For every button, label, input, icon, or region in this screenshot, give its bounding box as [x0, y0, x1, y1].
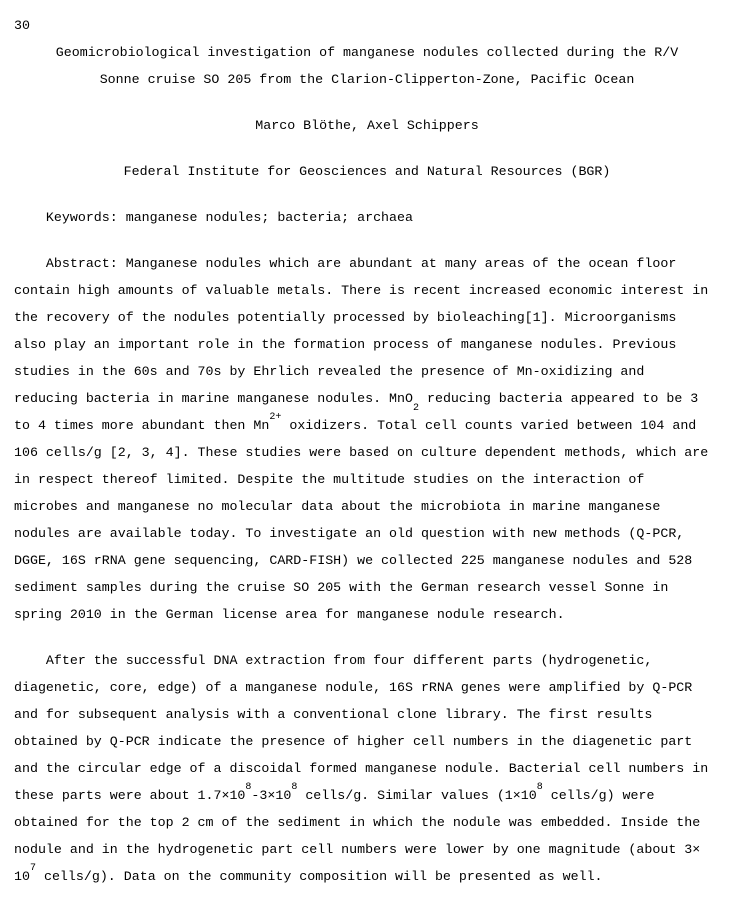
text-line: After the successful DNA extraction from four different parts (hydrogenetic, — [14, 653, 653, 668]
text-line: nodule and in the hydrogenetic part cell numbers were lower by one magnitude (about 3× — [14, 842, 701, 857]
text-line: 106 cells/g [2, 3, 4]. These studies were based on culture dependent methods, which are — [14, 445, 709, 460]
text-line: reducing bacteria in marine manganese nodules. MnO$_2$ reducing bacteria appeared to be 3 — [14, 391, 699, 414]
text-line: in respect thereof limited. Despite the multitude studies on the interaction of — [14, 472, 645, 487]
text-line: obtained by Q-PCR indicate the presence of higher cell numbers in the diagenetic part — [14, 734, 693, 749]
superscript-text: 7 — [29, 862, 36, 874]
text-line: sediment samples during the cruise SO 205 with the German research vessel Sonne in — [14, 580, 669, 595]
spacer — [14, 628, 720, 647]
text-line: studies in the 60s and 70s by Ehrlich revealed the presence of Mn-oxidizing and — [14, 364, 645, 379]
spacer — [14, 231, 720, 250]
text-line: and for subsequent analysis with a conventional clone library. The first results — [14, 707, 653, 722]
text-line: contain high amounts of valuable metals. There is recent increased economic interest in — [14, 283, 709, 298]
document-title-line-2: Sonne cruise SO 205 from the Clarion-Clipperton-Zone, Pacific Ocean — [99, 72, 635, 87]
spacer — [14, 93, 720, 112]
text-line: nodules are available today. To investigate an old question with new methods (Q-PCR, — [14, 526, 685, 541]
authors-line: Marco Blöthe, Axel Schippers — [255, 118, 479, 133]
affiliation-line: Federal Institute for Geosciences and Natural Resources (BGR) — [123, 164, 611, 179]
text-line: also play an important role in the formation process of manganese nodules. Previous — [14, 337, 677, 352]
results-paragraph — [14, 647, 720, 890]
text-line: microbes and manganese no molecular data about the microbiota in marine manganese — [14, 499, 661, 514]
text-line: the recovery of the nodules potentially processed by bioleaching[1]. Microorganisms — [14, 310, 677, 325]
page-number: 30 — [14, 18, 30, 33]
text-line: $10^7$ cells/g). Data on the community composition will be presented as well. — [14, 862, 603, 884]
text-line: spring 2010 in the German license area for manganese nodule research. — [14, 607, 565, 622]
superscript-text: 8 — [245, 781, 252, 793]
keywords-line: Keywords: manganese nodules; bacteria; archaea — [14, 210, 413, 225]
text-line: to 4 times more abundant then $Mn^{2+}$ oxidizers. Total cell counts varied between 104 and — [14, 411, 697, 433]
subscript-text: 2 — [412, 402, 419, 414]
text-line: these parts were about $1.7\times 10^8-3\times 10^8$ cells/g. Similar values ($1\times 10^8$ cells/g) were — [14, 781, 655, 803]
document-title-line-1: Geomicrobiological investigation of manganese nodules collected during the R/V — [55, 45, 679, 60]
text-line: DGGE, 16S rRNA gene sequencing, CARD-FISH) we collected 225 manganese nodules and 528 — [14, 553, 693, 568]
text-line: obtained for the top 2 cm of the sediment in which the nodule was embedded. Inside the — [14, 815, 701, 830]
text-line: Abstract: Manganese nodules which are abundant at many areas of the ocean floor — [14, 256, 677, 271]
spacer — [14, 185, 720, 204]
spacer — [14, 139, 720, 158]
text-line: and the circular edge of a discoidal formed manganese nodule. Bacterial cell numbers in — [14, 761, 709, 776]
superscript-text: 8 — [536, 781, 543, 793]
superscript-text: 2+ — [269, 411, 282, 423]
abstract-paragraph — [14, 250, 720, 628]
superscript-text: 8 — [291, 781, 298, 793]
text-line: diagenetic, core, edge) of a manganese nodule, 16S rRNA genes were amplified by Q-PCR — [14, 680, 693, 695]
